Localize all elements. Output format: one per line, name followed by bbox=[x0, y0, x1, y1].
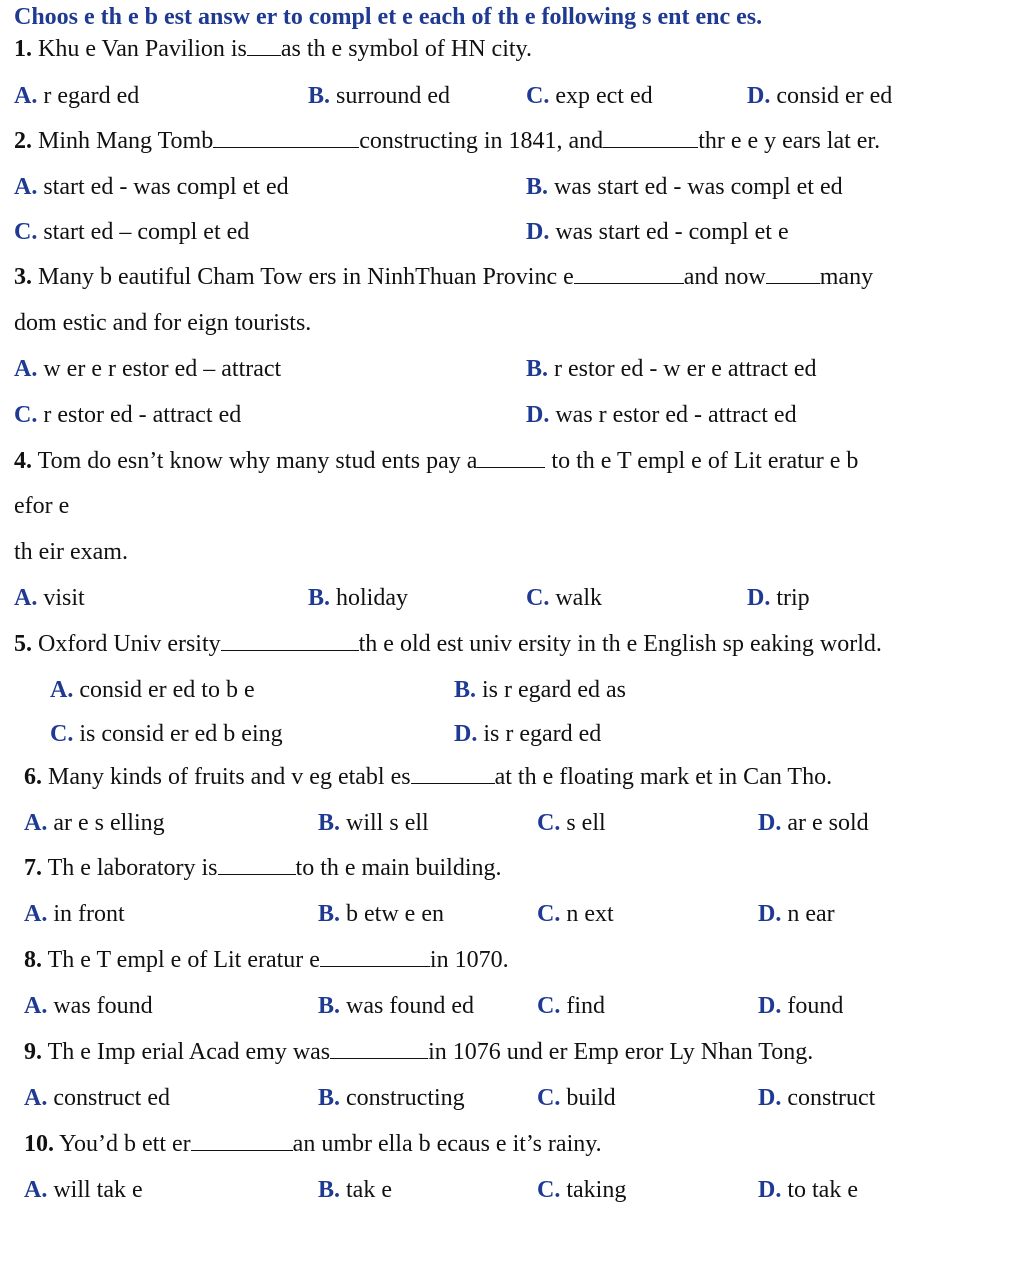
question-5 bbox=[14, 629, 882, 659]
question-text: many bbox=[819, 264, 874, 290]
question-text: Many kinds of fruits and v eg etabl es bbox=[48, 764, 411, 790]
option-text: was found bbox=[53, 993, 153, 1019]
option-text: will tak e bbox=[53, 1177, 143, 1203]
option-text: was start ed - compl et e bbox=[555, 219, 789, 245]
option-letter: A. bbox=[24, 810, 48, 836]
option-2c[interactable] bbox=[14, 217, 249, 247]
option-letter: C. bbox=[526, 585, 550, 611]
option-text: r estor ed - attract ed bbox=[43, 402, 242, 428]
option-7c[interactable] bbox=[537, 899, 614, 929]
option-text: was start ed - was compl et ed bbox=[554, 174, 843, 200]
question-text: You’d b ett er bbox=[59, 1131, 191, 1157]
option-letter: C. bbox=[537, 901, 561, 927]
option-letter: A. bbox=[24, 1177, 48, 1203]
option-text: consid er ed to b e bbox=[79, 677, 255, 703]
option-5b[interactable] bbox=[454, 675, 626, 705]
option-7b[interactable] bbox=[318, 899, 444, 929]
question-text: Th e T empl e of Lit eratur e bbox=[47, 947, 320, 973]
question-text: Oxford Univ ersity bbox=[38, 631, 221, 657]
option-letter: B. bbox=[308, 585, 331, 611]
option-text: s ell bbox=[566, 810, 606, 836]
question-number: 7. bbox=[24, 855, 42, 881]
option-4d[interactable] bbox=[747, 583, 810, 613]
option-letter: D. bbox=[758, 1177, 782, 1203]
option-4b[interactable] bbox=[308, 583, 408, 613]
option-text: consid er ed bbox=[776, 83, 893, 109]
question-text: constructing in 1841, and bbox=[359, 128, 604, 154]
option-letter: B. bbox=[454, 677, 477, 703]
question-text: Minh Mang Tomb bbox=[38, 128, 214, 154]
option-3c[interactable] bbox=[14, 400, 241, 430]
question-text: to th e T empl e of Lit eratur e b bbox=[545, 448, 859, 474]
question-text: Th e Imp erial Acad emy was bbox=[47, 1039, 331, 1065]
question-number: 4. bbox=[14, 448, 32, 474]
answer-blank[interactable] bbox=[574, 263, 684, 284]
option-letter: C. bbox=[537, 810, 561, 836]
option-letter: C. bbox=[537, 993, 561, 1019]
option-letter: C. bbox=[526, 83, 550, 109]
option-3b[interactable] bbox=[526, 354, 817, 384]
instruction-heading: Choos e th e b est answ er to compl et e each of th e following s ent enc es. bbox=[14, 4, 763, 30]
option-10c[interactable] bbox=[537, 1175, 626, 1205]
question-1 bbox=[14, 34, 532, 64]
option-text: taking bbox=[566, 1177, 627, 1203]
option-text: in front bbox=[53, 901, 125, 927]
option-text: b etw e en bbox=[346, 901, 444, 927]
option-letter: B. bbox=[318, 1085, 341, 1111]
question-3 bbox=[14, 262, 873, 292]
option-1c[interactable] bbox=[526, 81, 653, 111]
option-letter: A. bbox=[24, 1085, 48, 1111]
option-text: ar e sold bbox=[787, 810, 869, 836]
option-3d[interactable] bbox=[526, 400, 797, 430]
answer-blank[interactable] bbox=[320, 946, 430, 967]
question-number: 1. bbox=[14, 36, 32, 62]
question-8 bbox=[24, 945, 509, 975]
option-letter: C. bbox=[537, 1177, 561, 1203]
option-text: is r egard ed bbox=[483, 721, 602, 747]
option-2a[interactable] bbox=[14, 172, 289, 202]
option-5c[interactable] bbox=[50, 719, 283, 749]
option-text: r egard ed bbox=[43, 83, 140, 109]
option-9b[interactable] bbox=[318, 1083, 465, 1113]
question-text: Khu e Van Pavilion is bbox=[38, 36, 247, 62]
question-text: at th e floating mark et in Can Tho. bbox=[494, 764, 833, 790]
option-4a[interactable] bbox=[14, 583, 85, 613]
option-8d[interactable] bbox=[758, 991, 843, 1021]
answer-blank[interactable] bbox=[221, 630, 359, 651]
question-number: 10. bbox=[24, 1131, 54, 1157]
question-number: 6. bbox=[24, 764, 42, 790]
question-text: thr e e y ears lat er. bbox=[698, 128, 881, 154]
option-text: ar e s elling bbox=[53, 810, 165, 836]
option-text: build bbox=[566, 1085, 616, 1111]
option-letter: D. bbox=[526, 219, 550, 245]
option-2b[interactable] bbox=[526, 172, 843, 202]
option-text: start ed - was compl et ed bbox=[43, 174, 289, 200]
option-text: constructing bbox=[346, 1085, 465, 1111]
question-9 bbox=[24, 1037, 813, 1067]
option-text: holiday bbox=[336, 585, 409, 611]
option-10a[interactable] bbox=[24, 1175, 143, 1205]
option-text: construct bbox=[787, 1085, 876, 1111]
question-text: th e old est univ ersity in th e English sp eaking world. bbox=[358, 631, 882, 657]
question-4-line-2 bbox=[14, 491, 69, 521]
option-9c[interactable] bbox=[537, 1083, 616, 1113]
question-text: an umbr ella b ecaus e it’s rainy. bbox=[292, 1131, 602, 1157]
option-text: n ext bbox=[566, 901, 614, 927]
option-6b[interactable] bbox=[318, 808, 429, 838]
option-text: walk bbox=[555, 585, 602, 611]
option-letter: D. bbox=[758, 993, 782, 1019]
option-letter: A. bbox=[24, 901, 48, 927]
question-7 bbox=[24, 853, 502, 883]
answer-blank[interactable] bbox=[477, 447, 545, 468]
option-text: surround ed bbox=[336, 83, 450, 109]
option-letter: C. bbox=[14, 402, 38, 428]
question-text: dom estic and for eign tourists. bbox=[14, 310, 312, 336]
option-text: to tak e bbox=[787, 1177, 858, 1203]
question-4 bbox=[14, 446, 858, 476]
option-text: is r egard ed as bbox=[482, 677, 626, 703]
option-5a[interactable] bbox=[50, 675, 255, 705]
question-number: 8. bbox=[24, 947, 42, 973]
option-text: n ear bbox=[787, 901, 835, 927]
question-text: efor e bbox=[14, 493, 70, 519]
option-6d[interactable] bbox=[758, 808, 869, 838]
option-letter: C. bbox=[14, 219, 38, 245]
option-7d[interactable] bbox=[758, 899, 835, 929]
option-9d[interactable] bbox=[758, 1083, 875, 1113]
question-text: to th e main building. bbox=[295, 855, 502, 881]
question-text: Tom do esn’t know why many stud ents pay a bbox=[37, 448, 478, 474]
answer-blank[interactable] bbox=[766, 263, 820, 284]
answer-blank[interactable] bbox=[411, 763, 495, 784]
option-letter: A. bbox=[50, 677, 74, 703]
option-1a[interactable] bbox=[14, 81, 139, 111]
option-letter: B. bbox=[318, 993, 341, 1019]
option-text: trip bbox=[776, 585, 810, 611]
option-10d[interactable] bbox=[758, 1175, 858, 1205]
answer-blank[interactable] bbox=[330, 1038, 428, 1059]
option-letter: A. bbox=[14, 174, 38, 200]
option-text: w er e r estor ed – attract bbox=[43, 356, 282, 382]
answer-blank[interactable] bbox=[247, 35, 281, 56]
answer-blank[interactable] bbox=[213, 127, 359, 148]
option-letter: B. bbox=[526, 356, 549, 382]
question-text: Many b eautiful Cham Tow ers in NinhThuan Provinc e bbox=[38, 264, 574, 290]
option-text: visit bbox=[43, 585, 85, 611]
answer-blank[interactable] bbox=[218, 854, 296, 875]
option-text: exp ect ed bbox=[555, 83, 653, 109]
question-text: as th e symbol of HN city. bbox=[280, 36, 532, 62]
option-text: is consid er ed b eing bbox=[79, 721, 283, 747]
option-10b[interactable] bbox=[318, 1175, 392, 1205]
option-text: was found ed bbox=[346, 993, 474, 1019]
option-letter: A. bbox=[24, 993, 48, 1019]
option-text: will s ell bbox=[346, 810, 429, 836]
option-5d[interactable] bbox=[454, 719, 601, 749]
question-2 bbox=[14, 126, 880, 156]
option-letter: B. bbox=[318, 810, 341, 836]
option-8b[interactable] bbox=[318, 991, 474, 1021]
question-4-line-3 bbox=[14, 537, 128, 567]
option-text: found bbox=[787, 993, 844, 1019]
question-number: 2. bbox=[14, 128, 32, 154]
option-letter: B. bbox=[318, 1177, 341, 1203]
question-text: and now bbox=[683, 264, 766, 290]
option-1b[interactable] bbox=[308, 81, 450, 111]
option-letter: B. bbox=[308, 83, 331, 109]
option-8a[interactable] bbox=[24, 991, 153, 1021]
question-text: in 1076 und er Emp eror Ly Nhan Tong. bbox=[428, 1039, 814, 1065]
option-3a[interactable] bbox=[14, 354, 281, 384]
option-text: r estor ed - w er e attract ed bbox=[554, 356, 817, 382]
option-letter: D. bbox=[758, 901, 782, 927]
option-letter: D. bbox=[454, 721, 478, 747]
option-7a[interactable] bbox=[24, 899, 125, 929]
option-letter: D. bbox=[747, 83, 771, 109]
option-text: find bbox=[566, 993, 606, 1019]
option-letter: D. bbox=[747, 585, 771, 611]
question-number: 3. bbox=[14, 264, 32, 290]
option-letter: B. bbox=[526, 174, 549, 200]
option-letter: A. bbox=[14, 356, 38, 382]
option-text: start ed – compl et ed bbox=[43, 219, 250, 245]
option-text: was r estor ed - attract ed bbox=[555, 402, 797, 428]
option-9a[interactable] bbox=[24, 1083, 170, 1113]
question-number: 9. bbox=[24, 1039, 42, 1065]
question-text: Th e laboratory is bbox=[47, 855, 218, 881]
option-text: tak e bbox=[346, 1177, 392, 1203]
option-4c[interactable] bbox=[526, 583, 602, 613]
option-1d[interactable] bbox=[747, 81, 892, 111]
option-letter: D. bbox=[758, 1085, 782, 1111]
option-letter: A. bbox=[14, 83, 38, 109]
answer-blank[interactable] bbox=[191, 1130, 293, 1151]
option-text: construct ed bbox=[53, 1085, 170, 1111]
option-letter: A. bbox=[14, 585, 38, 611]
option-2d[interactable] bbox=[526, 217, 789, 247]
option-6a[interactable] bbox=[24, 808, 165, 838]
answer-blank[interactable] bbox=[603, 127, 698, 148]
option-letter: B. bbox=[318, 901, 341, 927]
question-text: in 1070. bbox=[429, 947, 509, 973]
question-number: 5. bbox=[14, 631, 32, 657]
option-6c[interactable] bbox=[537, 808, 606, 838]
question-text: th eir exam. bbox=[14, 539, 128, 565]
option-letter: D. bbox=[758, 810, 782, 836]
question-3-line-2 bbox=[14, 308, 311, 338]
question-10 bbox=[24, 1129, 602, 1159]
option-letter: D. bbox=[526, 402, 550, 428]
option-letter: C. bbox=[537, 1085, 561, 1111]
option-8c[interactable] bbox=[537, 991, 605, 1021]
option-letter: C. bbox=[50, 721, 74, 747]
question-6 bbox=[24, 762, 832, 792]
